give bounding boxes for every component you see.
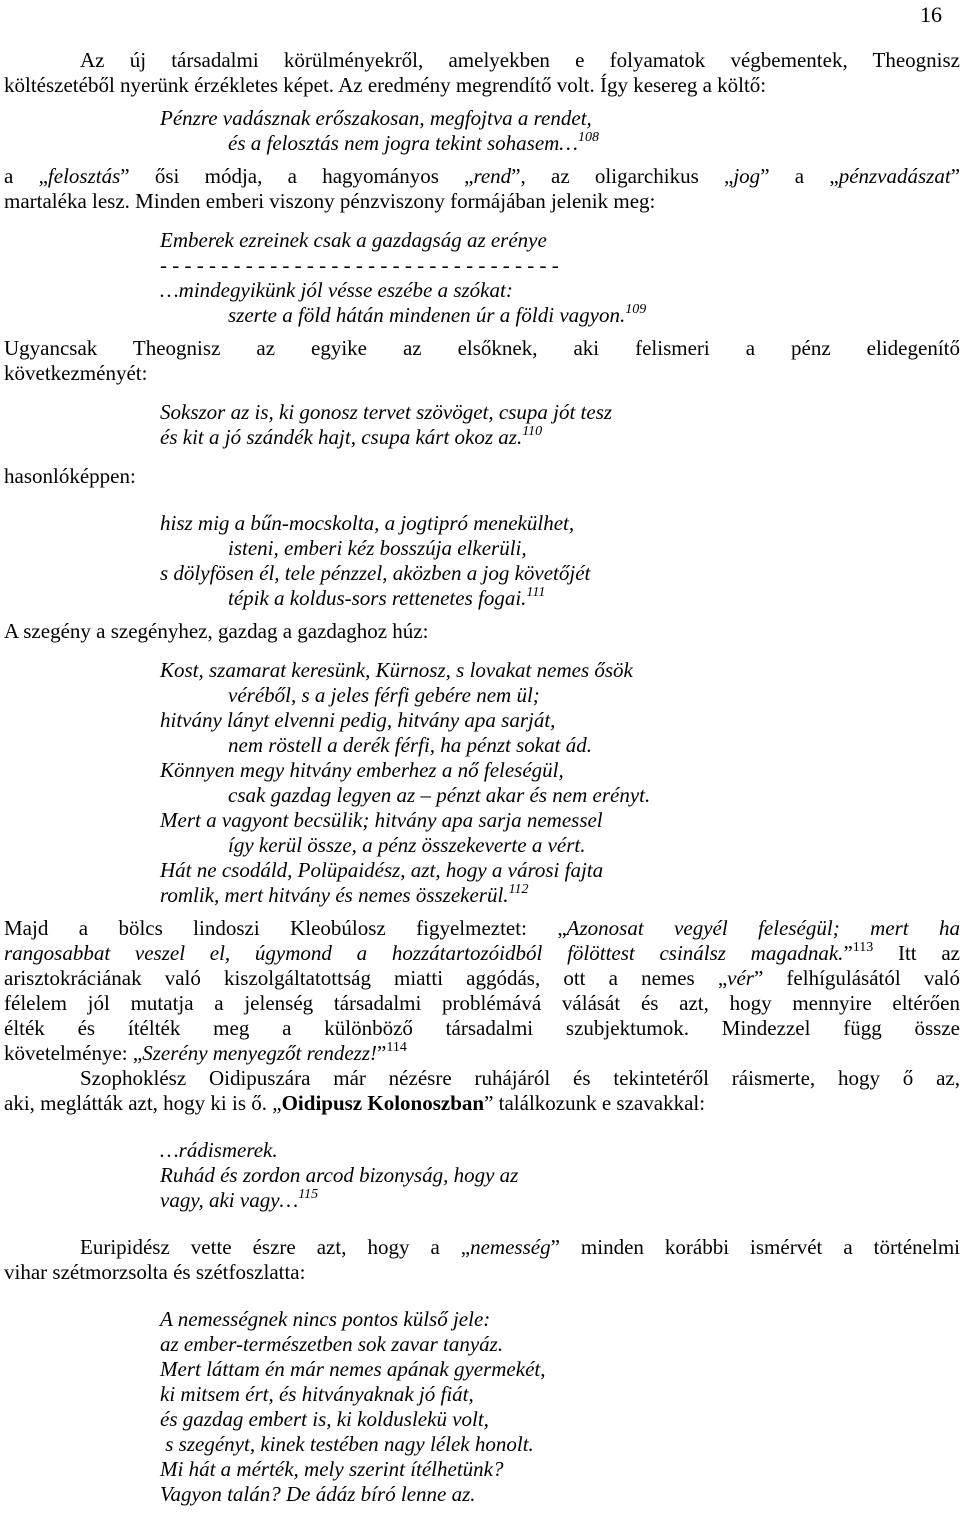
paragraph-line: A szegény a szegényhez, gazdag a gazdaghoz húz: xyxy=(4,619,429,643)
paragraph-line: következményét: xyxy=(4,361,148,385)
verse-line: isteni, emberi kéz bosszúja elkerüli, xyxy=(228,536,527,560)
verse-line xyxy=(4,131,960,156)
work-title: Oidipusz Kolonoszban xyxy=(281,1091,485,1115)
verse-line: Ruhád és zordon arcod bizonyság, hogy az xyxy=(160,1163,519,1187)
paragraph-line: élték és ítélték meg a különböző társadalmi szubjektumok. Mindezzel függ össze xyxy=(4,1016,960,1040)
verse-line: …rádismerek. xyxy=(160,1138,278,1162)
verse-line: A nemességnek nincs pontos külső jele: xyxy=(160,1307,491,1331)
emphasis-text: jog xyxy=(733,164,761,188)
verse-line: csak gazdag legyen az – pénzt akar és nem erényt. xyxy=(228,783,651,807)
quote-text: Azonosat vegyél feleségül; mert ha xyxy=(566,916,960,940)
text: ” ősi módja, a hagyományos „ xyxy=(120,164,474,188)
footnote-marker: 114 xyxy=(386,1040,407,1055)
paragraph-line xyxy=(4,916,960,941)
paragraph-line: martaléka lesz. Minden emberi viszony pénzviszony formájában jelenik meg: xyxy=(4,189,656,213)
verse-line xyxy=(4,883,960,908)
footnote-marker: 112 xyxy=(508,882,529,897)
verse-line: véréből, s a jeles férfi gebére nem ül; xyxy=(228,683,540,707)
paragraph-line xyxy=(4,164,960,189)
emphasis-text: rend xyxy=(473,164,512,188)
emphasis-text: pénzvadászat xyxy=(838,164,951,188)
verse-line: hitvány lányt elvenni pedig, hitvány apa sarját, xyxy=(160,708,556,732)
text: ” xyxy=(843,941,853,965)
verse-text: tépik a koldus-sors rettenetes fogai. xyxy=(228,586,527,610)
text: arisztokráciának való kiszolgáltatottság miatti aggódás, ott a nemes „ xyxy=(4,966,728,990)
quote-text: Szerény menyegzőt rendezz! xyxy=(142,1041,378,1065)
footnote-marker: 113 xyxy=(852,940,874,955)
verse-line: nem röstell a derék férfi, ha pénzt sokat ád. xyxy=(228,733,592,757)
verse-text: romlik, mert hitvány és nemes összekerül. xyxy=(160,883,509,907)
verse-line: és gazdag embert is, ki kolduslekü volt, xyxy=(160,1407,489,1431)
footnote-marker: 108 xyxy=(577,130,599,145)
verse-line: Mert láttam én már nemes apának gyermekét, xyxy=(160,1357,546,1381)
verse-line xyxy=(4,303,960,328)
text: követelménye: „ xyxy=(4,1041,143,1065)
paragraph-line xyxy=(4,1235,960,1260)
footnote-marker: 110 xyxy=(522,424,543,439)
text: ” felhígulásától való xyxy=(753,966,960,990)
page-body xyxy=(4,48,960,1507)
paragraph-line: Az új társadalmi körülményekről, amelyekben e folyamatok végbementek, Theognisz xyxy=(80,48,960,72)
footnote-marker: 109 xyxy=(625,302,647,317)
verse-line: Vagyon talán? De ádáz bíró lenne az. xyxy=(160,1482,476,1506)
paragraph-line xyxy=(4,1091,960,1116)
verse-line: s szegényt, kinek testében nagy lélek honolt. xyxy=(160,1432,534,1456)
verse-line: s dölyfösen él, tele pénzzel, aközben a jog követőjét xyxy=(160,561,591,585)
verse-line: Pénzre vadásznak erőszakosan, megfojtva a rendet, xyxy=(160,106,592,130)
text: ” xyxy=(377,1041,387,1065)
verse-text: és kit a jó szándék hajt, csupa kárt okoz az. xyxy=(160,425,523,449)
verse-line: ki mitsem ért, és hitványaknak jó fiát, xyxy=(160,1382,474,1406)
text: aki, meglátták azt, hogy ki is ő. „ xyxy=(4,1091,282,1115)
verse-line: Mi hát a mérték, mely szerint ítélhetünk? xyxy=(160,1457,504,1481)
verse-text: vagy, aki vagy… xyxy=(160,1188,299,1212)
paragraph-line xyxy=(4,966,960,991)
verse-line xyxy=(4,425,960,450)
text: a „ xyxy=(4,164,48,188)
emphasis-text: vér xyxy=(727,966,754,990)
verse-text: szerte a föld hátán mindenen úr a földi vagyon. xyxy=(228,303,626,327)
quote-text: rangosabbat veszel el, úgymond a hozzátartozóidból fölöttest csinálsz magadnak. xyxy=(4,941,844,965)
text: ” minden korábbi ismérvét a történelmi xyxy=(550,1235,960,1259)
verse-line: az ember-természetben sok zavar tanyáz. xyxy=(160,1332,504,1356)
verse-line: …mindegyikünk jól vésse eszébe a szókat: xyxy=(160,278,513,302)
verse-line xyxy=(4,586,960,611)
paragraph-line: hasonlóképpen: xyxy=(4,464,136,488)
text: Majd a bölcs lindoszi Kleobúlosz figyelmeztet: „ xyxy=(4,916,567,940)
verse-line: Kost, szamarat keresünk, Kürnosz, s lovakat nemes ősök xyxy=(160,658,633,682)
verse-line: Sokszor az is, ki gonosz tervet szövöget, csupa jót tesz xyxy=(160,400,613,424)
paragraph-line xyxy=(4,941,960,966)
paragraph-line: vihar szétmorzsolta és szétfoszlatta: xyxy=(4,1260,306,1284)
paragraph-line: Szophoklész Oidipuszára már nézésre ruhájáról és tekintetéről ráismerte, hogy ő az, xyxy=(80,1066,960,1090)
footnote-marker: 115 xyxy=(298,1187,319,1202)
text: Itt az xyxy=(873,941,960,965)
verse-line xyxy=(4,1188,960,1213)
verse-ellipsis-line: - - - - - - - - - - - - - - - - - - - - - - - - - - - - - - - - - xyxy=(160,253,559,277)
paragraph-line: költészetéből nyerünk érzékletes képet. Az eredmény megrendítő volt. Így kesereg a költő: xyxy=(4,73,767,97)
text: ” xyxy=(950,164,960,188)
footnote-marker: 111 xyxy=(526,585,546,600)
page-number: 16 xyxy=(920,2,942,27)
text: ”, az oligarchikus „ xyxy=(511,164,734,188)
text: ” a „ xyxy=(760,164,839,188)
verse-line: Emberek ezreinek csak a gazdagság az erénye xyxy=(160,228,547,252)
verse-line: Könnyen megy hitvány emberhez a nő feleségül, xyxy=(160,758,564,782)
emphasis-text: felosztás xyxy=(47,164,121,188)
verse-line: Mert a vagyont becsülik; hitvány apa sarja nemessel xyxy=(160,808,603,832)
text: ” találkozunk e szavakkal: xyxy=(484,1091,706,1115)
paragraph-line xyxy=(4,1041,960,1066)
verse-line: így kerül össze, a pénz összekeverte a vért. xyxy=(228,833,586,857)
paragraph-line: félelem jól mutatja a jelenség társadalmi problémává válását és azt, hogy mennyire eltérően xyxy=(4,991,960,1015)
emphasis-text: nemesség xyxy=(470,1235,551,1259)
verse-line: Hát ne csodáld, Polüpaidész, azt, hogy a városi fajta xyxy=(160,858,604,882)
verse-text: és a felosztás nem jogra tekint sohasem… xyxy=(228,131,578,155)
paragraph-line: Ugyancsak Theognisz az egyike az elsőknek, aki felismeri a pénz elidegenítő xyxy=(4,336,960,360)
text: Euripidész vette észre azt, hogy a „ xyxy=(80,1235,471,1259)
verse-line: hisz mig a bűn-mocskolta, a jogtipró menekülhet, xyxy=(160,511,575,535)
